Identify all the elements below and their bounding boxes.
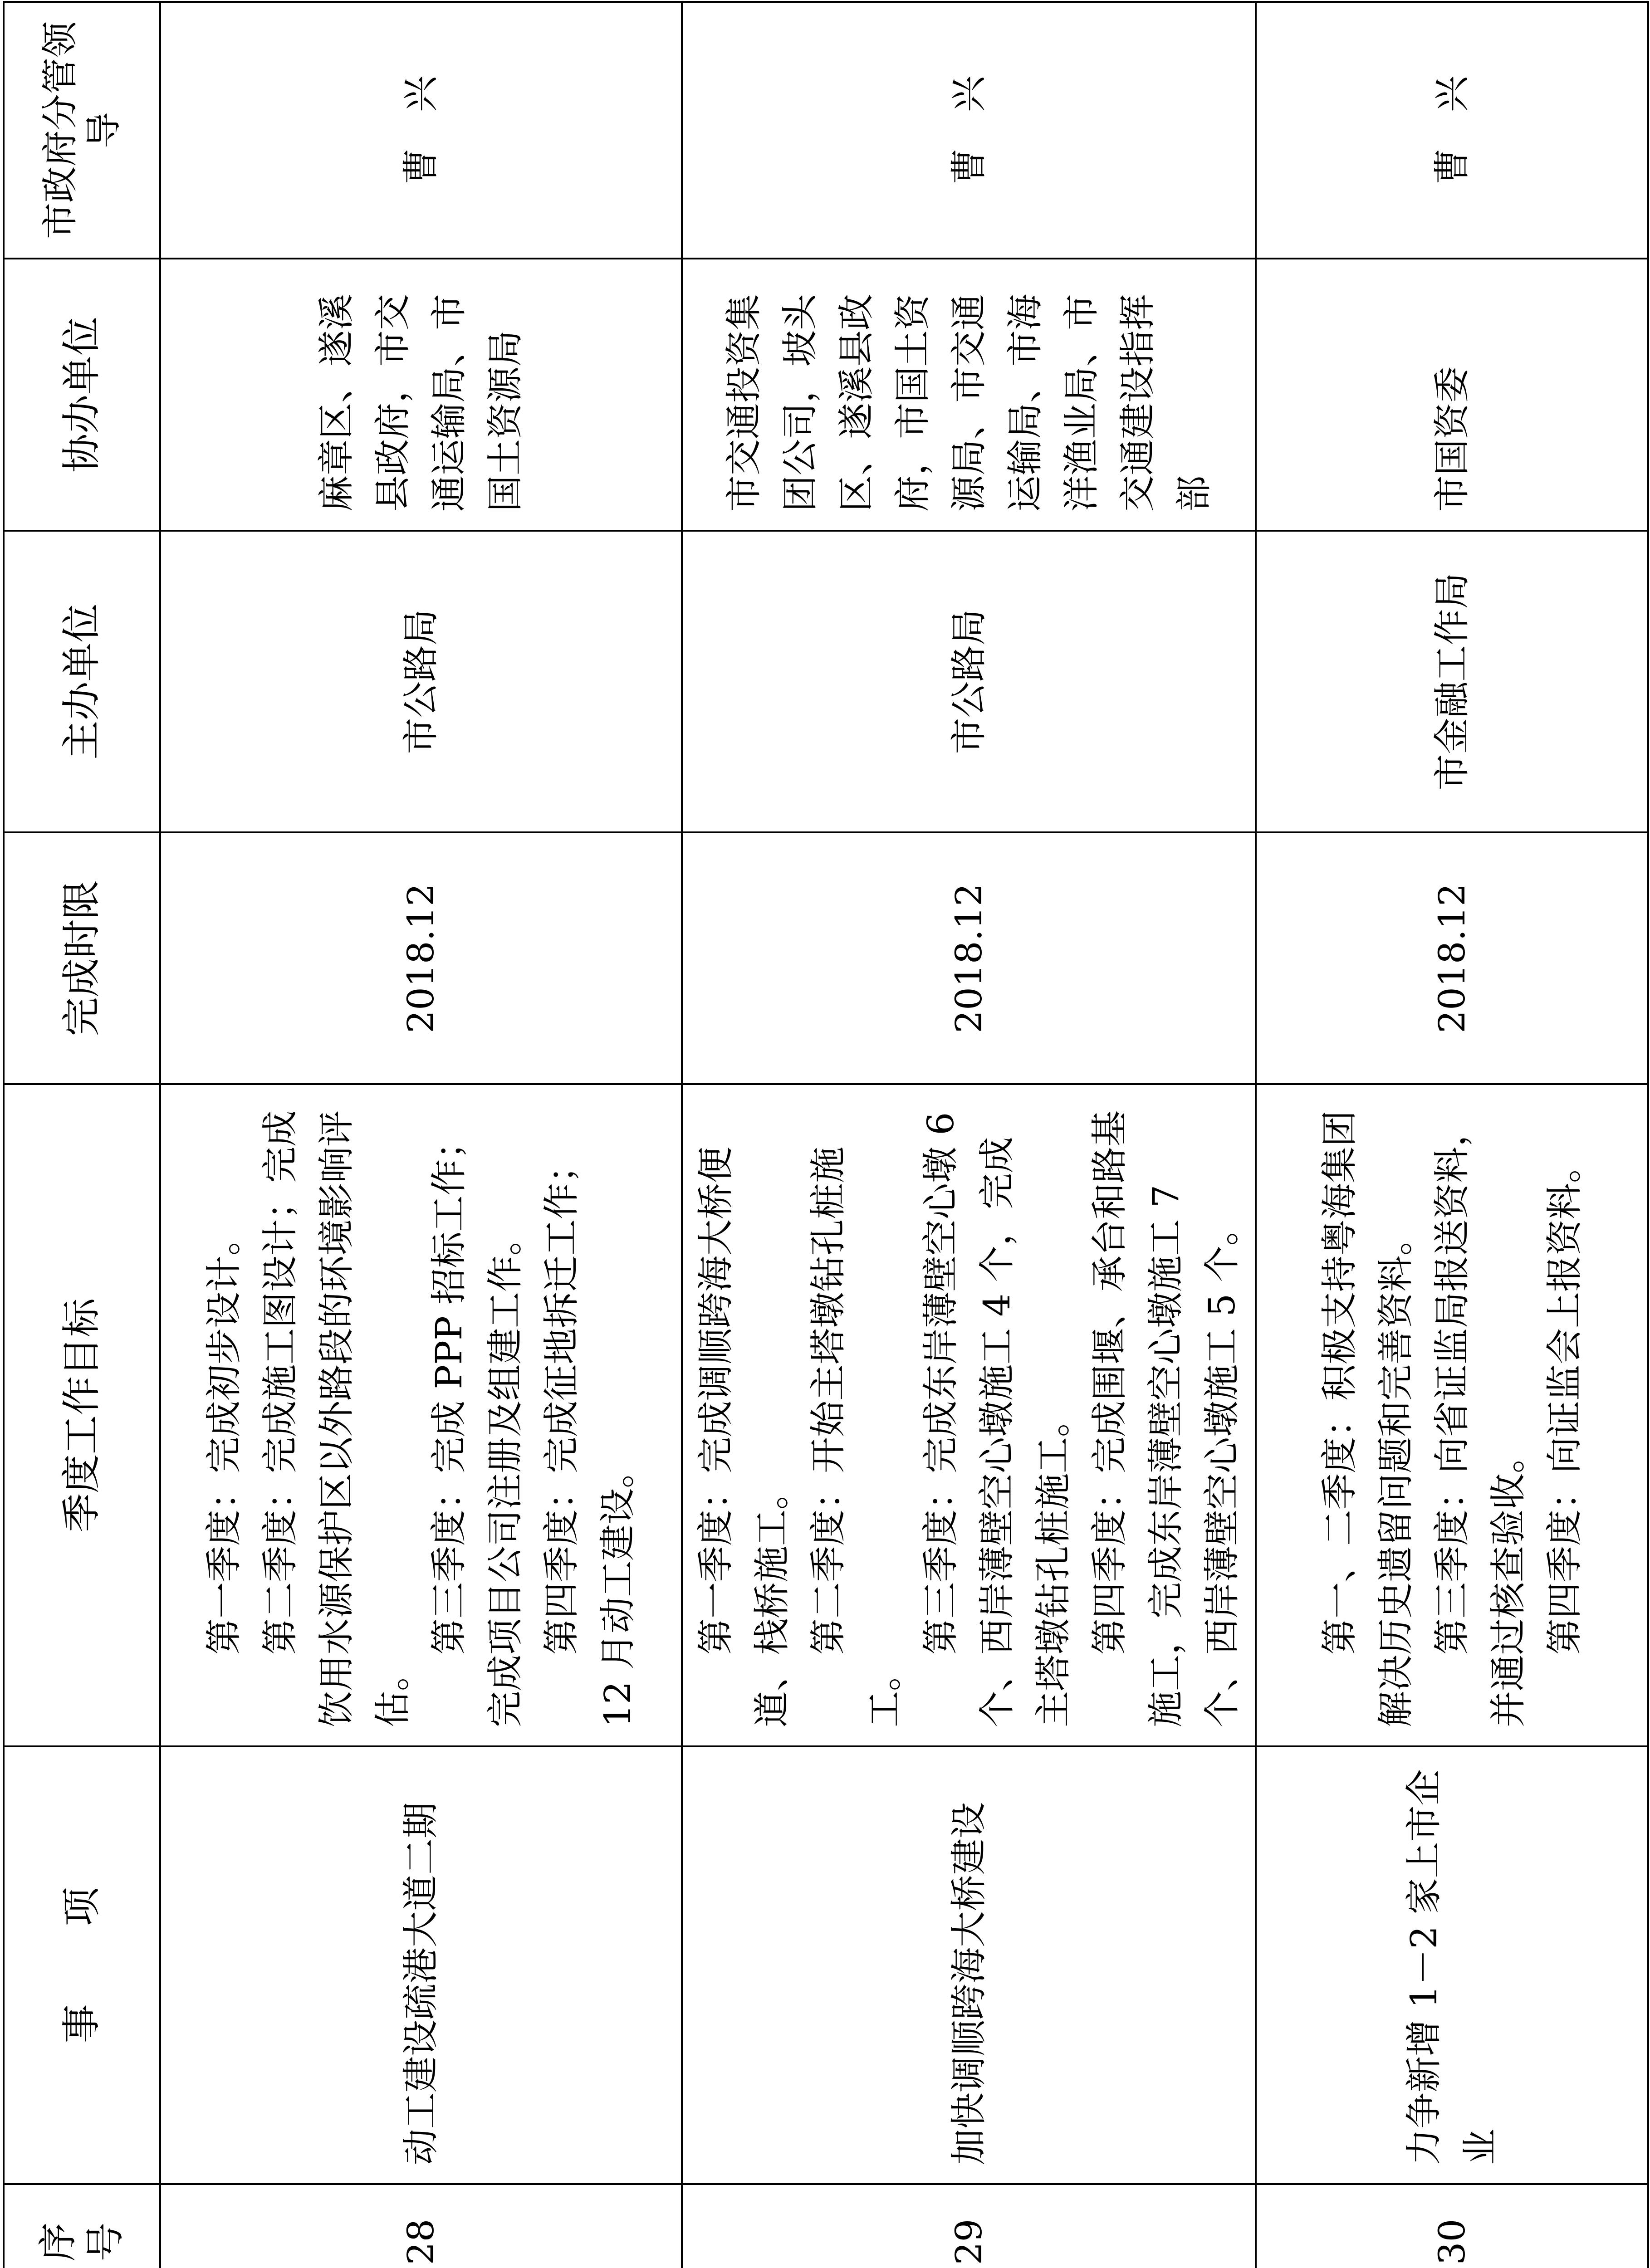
header-row (4, 2, 160, 2268)
row-deadline: 2018.12 (160, 832, 682, 1084)
goal-line: 第四季度：完成围堰、承台和路基施工，完成东岸薄壁空心墩施工 7 个、西岸薄壁空心墩施工 5 个。 (1088, 1110, 1243, 1727)
header-leader: 市政府分管领导 (4, 2, 160, 259)
row-item: 动工建设疏港大道二期 (160, 1746, 682, 2184)
goal-line: 第三季度：完成东岸薄壁空心墩 6 个、西岸薄壁空心墩施工 4 个，完成主塔墩钻孔桩施工。 (919, 1112, 1074, 1727)
row-assist-unit: 市国资委 (1256, 259, 1648, 531)
row-deadline: 2018.12 (1256, 832, 1648, 1084)
header-seq: 序号 (4, 2184, 160, 2268)
goal-line: 第四季度：向证监会上报资料。 (1543, 1147, 1586, 1655)
goal-line: 第三季度：完成 PPP 招标工作；完成项目公司注册及组建工作。 (428, 1123, 526, 1727)
row-lead-unit: 市公路局 (160, 531, 682, 832)
goal-line: 第一、二季度：积极支持粤海集团解决历史遗留问题和完善资料。 (1318, 1110, 1417, 1727)
goal-line: 第二季度：完成施工图设计；完成饮用水源保护区以外路段的环境影响评估。 (259, 1110, 414, 1727)
row-assist-unit: 市交通投资集团公司，坡头区、遂溪县政府，市国土资源局、市交通运输局、市海洋渔业局、市交通建设指挥部 (682, 259, 1256, 531)
table-row (1256, 2, 1648, 2268)
header-lead-unit: 主办单位 (4, 531, 160, 832)
row-goals (682, 1084, 1256, 1746)
row-assist-unit: 麻章区、遂溪县政府，市交通运输局、市国土资源局 (160, 259, 682, 531)
row-leader: 曹 兴 (1256, 2, 1648, 259)
header-deadline: 完成时限 (4, 832, 160, 1084)
goal-line: 第四季度：完成征地拆迁工作；12 月动工建设。 (540, 1147, 639, 1727)
table-row (682, 2, 1256, 2268)
row-seq: 29 (682, 2184, 1256, 2268)
header-assist-unit: 协办单位 (4, 259, 160, 531)
table-row (160, 2, 682, 2268)
row-item: 力争新增 1－2 家上市企业 (1256, 1746, 1648, 2184)
row-seq: 28 (160, 2184, 682, 2268)
goal-line: 第二季度：开始主塔墩钻孔桩施工。 (807, 1147, 906, 1727)
row-lead-unit: 市金融工作局 (1256, 531, 1648, 832)
row-leader: 曹 兴 (682, 2, 1256, 259)
goal-line: 第三季度：向省证监局报送资料，并通过核查验收。 (1430, 1110, 1529, 1727)
row-goals (160, 1084, 682, 1746)
row-deadline: 2018.12 (682, 832, 1256, 1084)
header-goal: 季度工作目标 (4, 1084, 160, 1746)
row-goals (1256, 1084, 1648, 1746)
work-plan-table (3, 1, 1649, 2268)
row-seq: 30 (1256, 2184, 1648, 2268)
goal-line: 第一季度：完成调顺跨海大桥便道、栈桥施工。 (694, 1147, 793, 1727)
row-item: 加快调顺跨海大桥建设 (682, 1746, 1256, 2184)
header-item: 事 项 (4, 1746, 160, 2184)
row-leader: 曹 兴 (160, 2, 682, 259)
row-lead-unit: 市公路局 (682, 531, 1256, 832)
goal-line: 第一季度：完成初步设计。 (203, 1219, 245, 1655)
